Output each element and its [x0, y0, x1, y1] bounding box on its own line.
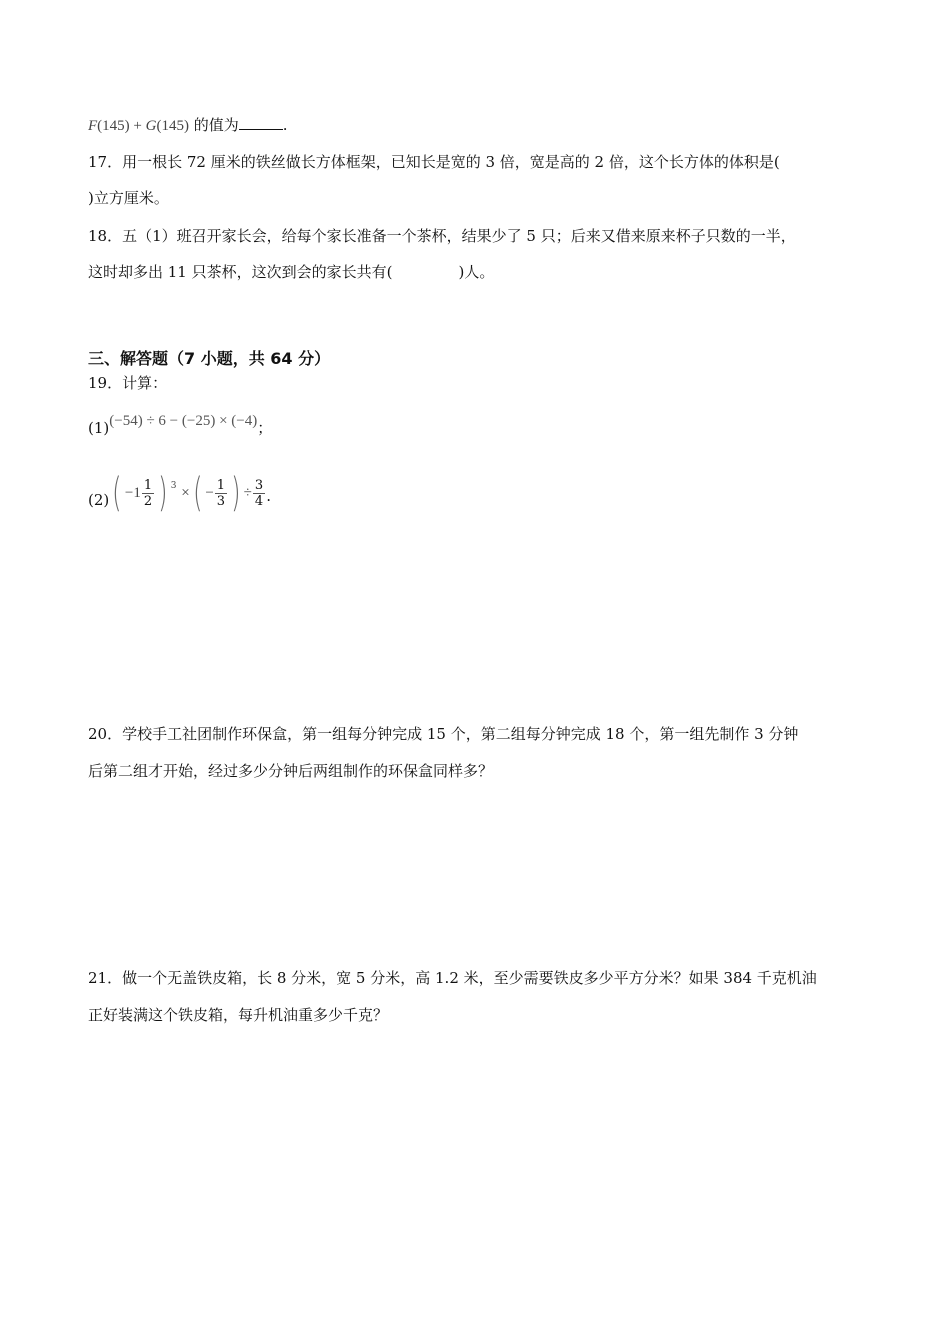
q19-p1-end: ；: [257, 419, 273, 437]
q19-title: 19．计算：: [88, 374, 168, 392]
q21-line1: 21．做一个无盖铁皮箱，长 8 分米，宽 5 分米，高 1.2 米，至少需要铁皮多少平方分米？如果 384 千克机油: [88, 969, 817, 987]
q17-line1: 17．用一根长 72 厘米的铁丝做长方体框架，已知长是宽的 3 倍，宽是高的 2 倍，这个长方体的体积是(: [88, 153, 780, 171]
q19-p1-expr: (−54) ÷ 6 − (−25) × (−4): [109, 413, 258, 429]
expr-f: F: [88, 118, 98, 134]
q16-end: .: [282, 116, 288, 134]
q20-line1: 20．学校手工社团制作环保盒，第一组每分钟完成 15 个，第二组每分钟完成 18 个，第一组先制作 3 分钟: [88, 725, 799, 743]
q19-p1-label: (1): [88, 419, 110, 437]
q18-line1: 18．五（1）班召开家长会，给每个家长准备一个茶杯，结果少了 5 只；后来又借来原来杯子只数的一半，: [88, 227, 796, 245]
expr-g-arg: (145): [156, 118, 189, 134]
q21-line2: 正好装满这个铁皮箱，每升机油重多少千克？: [88, 1006, 389, 1024]
q18-line2-b: )人。: [458, 263, 495, 281]
q18-line2: [88, 262, 494, 282]
expr-g: G: [145, 118, 157, 134]
q16-text: 的值为: [193, 116, 239, 134]
q16-tail-line: [88, 115, 288, 136]
q19-p2-frac1: $\frac{1}{2}$: [143, 477, 153, 509]
q20-line2: 后第二组才开始，经过多少分钟后两组制作的环保盒同样多？: [88, 762, 494, 780]
q17-line2: )立方厘米。: [88, 189, 169, 207]
expr-plus: +: [129, 118, 146, 134]
q19-p2-minus2: −: [205, 485, 214, 501]
q19-p2-frac2: $\frac{1}{3}$: [216, 477, 226, 509]
q19-p2-times: ×: [181, 485, 190, 501]
section-heading: 三、解答题（7 小题，共 64 分）: [88, 349, 331, 368]
expr-f-arg: (145): [97, 118, 130, 134]
q19-p2-frac3: $\frac{3}{4}$: [254, 477, 264, 509]
q19-p2-end: .: [266, 487, 271, 505]
q19-p2-div: ÷: [243, 485, 252, 501]
q19-part2: (2)( −1 $\frac{1}{2}$ ) $^3$ ×( − $\frac{1}{3}$ ) ÷ $\frac{3}{4}$ .: [88, 470, 271, 516]
q18-line2-a: 这时却多出 11 只茶杯，这次到会的家长共有(: [88, 263, 393, 281]
q19-p2-label: (2): [88, 491, 110, 509]
q19-p2-minus: −1: [124, 485, 141, 501]
q19-part1: [88, 410, 273, 437]
q19-p2-exponent: 3: [170, 481, 177, 491]
q16-answer-blank[interactable]: [239, 115, 283, 130]
